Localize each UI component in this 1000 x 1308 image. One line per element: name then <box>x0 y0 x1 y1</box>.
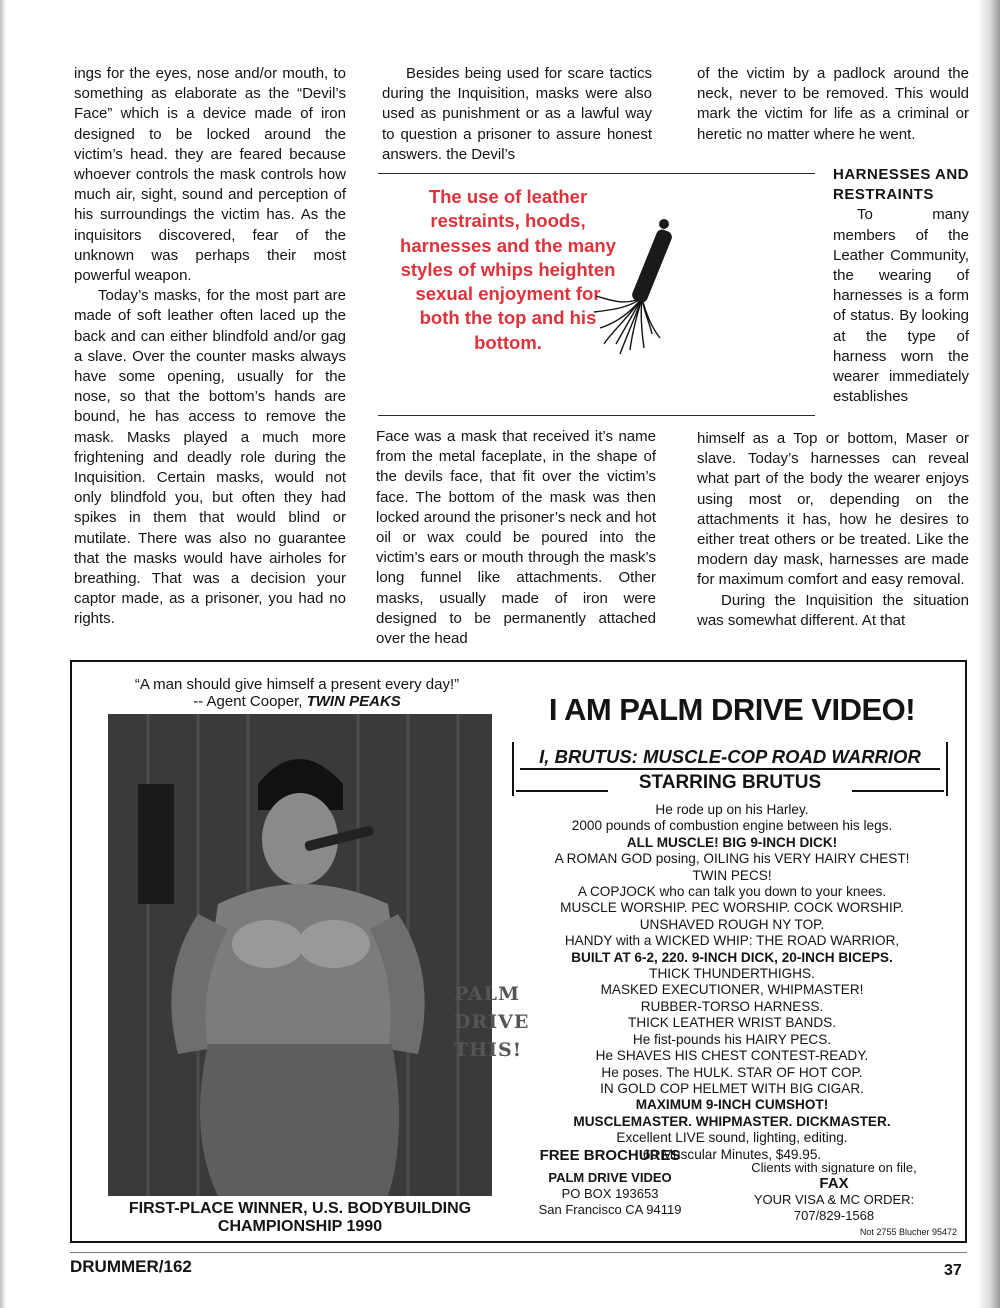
ad-fax <box>724 1160 944 1224</box>
ad-quote-text: “A man should give himself a present every day!” <box>134 676 460 693</box>
ad-stamp-line: THIS! <box>454 1039 523 1061</box>
ad-copy-line: UNSHAVED ROUGH NY TOP. <box>639 916 825 932</box>
pullquote-rule-bottom <box>378 415 815 416</box>
ad-note: Not 2755 Blucher 95472 <box>859 1227 957 1237</box>
article-column-2-bottom <box>376 427 656 649</box>
ad-copy-line: He SHAVES HIS CHEST CONTEST-READY. <box>595 1048 869 1064</box>
ad-copy-line: MASKED EXECUTIONER, WHIPMASTER! <box>600 982 864 998</box>
ad-quote <box>102 676 492 710</box>
ad-film-box <box>512 742 948 796</box>
magazine-issue: DRUMMER/162 <box>70 1257 192 1276</box>
article-paragraph: Besides being used for scare tactics during the Inquisition, masks were also used as punishment or as a lawful way to question a prisoner to assure honest answers. the Devil’s <box>382 65 652 163</box>
article-column-3-top <box>697 64 969 145</box>
pullquote-rule-top <box>378 173 815 174</box>
article-paragraph: Face was a mask that received it’s name from the metal faceplate, in the shape of the devils face, that fit over the victim’s face. The bottom of the mask was then locked around the prisoner’s neck and hot oil or wax could be poured into the victim’s ears or mouth through the mask’s long funnel like attachments. Other masks, usually made of iron were designed to be permanently attached over the head <box>376 428 656 648</box>
article-paragraph: ings for the eyes, nose and/or mouth, to something as elaborate as the “Devil’s Face” which is a device made of iron designed to be locked around the victim’s head. they are feared because whoever controls the mask controls how much air, sight, sound and perception of his surroundings the victim has. As the inquisitors discovered, fear of the unknown was perhaps their most powerful weapon. <box>74 65 346 285</box>
whip-illustration <box>580 188 690 358</box>
article-column-3-mid <box>833 165 969 407</box>
ad-film-title: I, BRUTUS: MUSCLE-COP ROAD WARRIOR <box>520 746 940 768</box>
ad-copy-line: He poses. The HULK. STAR OF HOT COP. <box>601 1064 863 1080</box>
ad-stamp-line: PALM <box>454 983 521 1005</box>
ad-title: I AM PALM DRIVE VIDEO! <box>548 692 916 727</box>
page-edge-left <box>0 0 6 1308</box>
article-paragraph: himself as a Top or bottom, Maser or slave. Today’s harnesses can reveal what part of the body the wearer enjoys using most or, depending on the attachments it has, how he desires to either treat others or be treated. Like the modern day mask, harnesses are made for maximum comfort and easy removal. <box>697 430 969 589</box>
ad-copy-line: TWIN PECS! <box>692 867 772 883</box>
ad-copy-line: 2000 pounds of combustion engine between his legs. <box>571 818 893 834</box>
ad-copy-line: RUBBER-TORSO HARNESS. <box>640 998 824 1014</box>
ad-copy-line: ALL MUSCLE! BIG 9-INCH DICK! <box>626 834 838 850</box>
article-column-1 <box>74 64 346 630</box>
article-paragraph: To many members of the Leather Community, the wearing of harnesses is a form of status. By looking at the type of harness worn the wearer immediately establishes <box>833 206 969 406</box>
article-paragraph: Today’s masks, for the most part are made of soft leather often laced up the back and can either blindfold and/or gag a slave. Over the counter masks always have some opening, usually for the nose, so that the bottom’s hands are bound, he has access to remove the mask. Masks played a much more frightening and deadly role during the Inquisition. Certain masks, would not only blindfold you, but often they had spikes in them that would blind or mutilate. There was also no guarantee that the masks would have airholes for breathing. That was a decision your captor made, as a prisoner, you had no rights. <box>74 287 346 628</box>
ad-quote-attribution <box>102 693 492 710</box>
ad-brochures <box>520 1148 700 1218</box>
ad-quote-author: -- Agent Cooper, <box>193 693 303 710</box>
fax-heading: FAX <box>819 1175 849 1192</box>
page-edge-right <box>978 0 1000 1308</box>
article-paragraph: During the Inquisition the situation was somewhat different. At that <box>697 591 969 629</box>
ad-copy <box>512 802 952 1163</box>
ad-copy-line: He fist-pounds his HAIRY PECS. <box>632 1031 832 1047</box>
ad-quote-source: TWIN PEAKS <box>306 693 401 710</box>
brochures-company: PALM DRIVE VIDEO <box>548 1170 672 1185</box>
ad-stamp-line: DRIVE <box>454 1011 530 1033</box>
ad-film-rule <box>852 790 944 792</box>
ad-copy-line: Excellent LIVE sound, lighting, editing. <box>616 1130 848 1146</box>
page-number: 37 <box>944 1262 962 1279</box>
ad-copy-line: MUSCLE WORSHIP. PEC WORSHIP. COCK WORSHIP. <box>560 900 904 916</box>
brochures-po-box: PO BOX 193653 <box>561 1186 659 1201</box>
bodybuilder-photo <box>108 714 492 1196</box>
article-column-3-bottom <box>697 429 969 631</box>
ad-copy-line: THICK LEATHER WRIST BANDS. <box>628 1015 836 1031</box>
pull-quote: The use of leather restraints, hoods, harnesses and the many styles of whips heighten sexual enjoyment for both the top and his bottom. <box>400 186 616 353</box>
article-paragraph: of the victim by a padlock around the neck, never to be removed. This would mark the victim for life as a criminal or heretic no matter where he went. <box>697 65 969 143</box>
fax-line: Clients with signature on file, <box>751 1160 917 1175</box>
ad-photo-caption: FIRST-PLACE WINNER, U.S. BODYBUILDING CHAMPIONSHIP 1990 <box>128 1200 472 1235</box>
fax-line: YOUR VISA & MC ORDER: <box>753 1192 915 1207</box>
brochures-city: San Francisco CA 94119 <box>538 1202 682 1217</box>
ad-copy-line: MUSCLEMASTER. WHIPMASTER. DICKMASTER. <box>573 1113 891 1129</box>
fax-number: 707/829-1568 <box>793 1208 875 1223</box>
ad-copy-line: A ROMAN GOD posing, OILING his VERY HAIRY CHEST! <box>554 851 910 867</box>
ad-copy-line: BUILT AT 6-2, 220. 9-INCH DICK, 20-INCH BICEPS. <box>571 949 893 965</box>
ad-copy-line: He rode up on his Harley. <box>655 802 809 817</box>
ad-copy-line: HANDY with a WICKED WHIP: THE ROAD WARRIOR, <box>564 933 900 949</box>
ad-copy-line: IN GOLD COP HELMET WITH BIG CIGAR. <box>600 1080 864 1096</box>
ad-photo <box>108 714 492 1196</box>
ad-copy-line: MAXIMUM 9-INCH CUMSHOT! <box>635 1097 829 1113</box>
ad-copy-line: THICK THUNDERTHIGHS. <box>649 966 815 982</box>
ad-copy-line: 60 Muscular Minutes, $49.95. <box>642 1146 822 1162</box>
ad-starring: STARRING BRUTUS <box>638 772 822 793</box>
ad-copy-line: A COPJOCK who can talk you down to your knees. <box>577 884 887 900</box>
advertisement <box>70 660 967 1243</box>
footer-rule <box>70 1252 967 1253</box>
article-column-2-top <box>382 64 652 165</box>
brochures-heading: FREE BROCHURES <box>539 1147 681 1164</box>
section-heading: HARNESSES AND RESTRAINTS <box>833 166 969 204</box>
